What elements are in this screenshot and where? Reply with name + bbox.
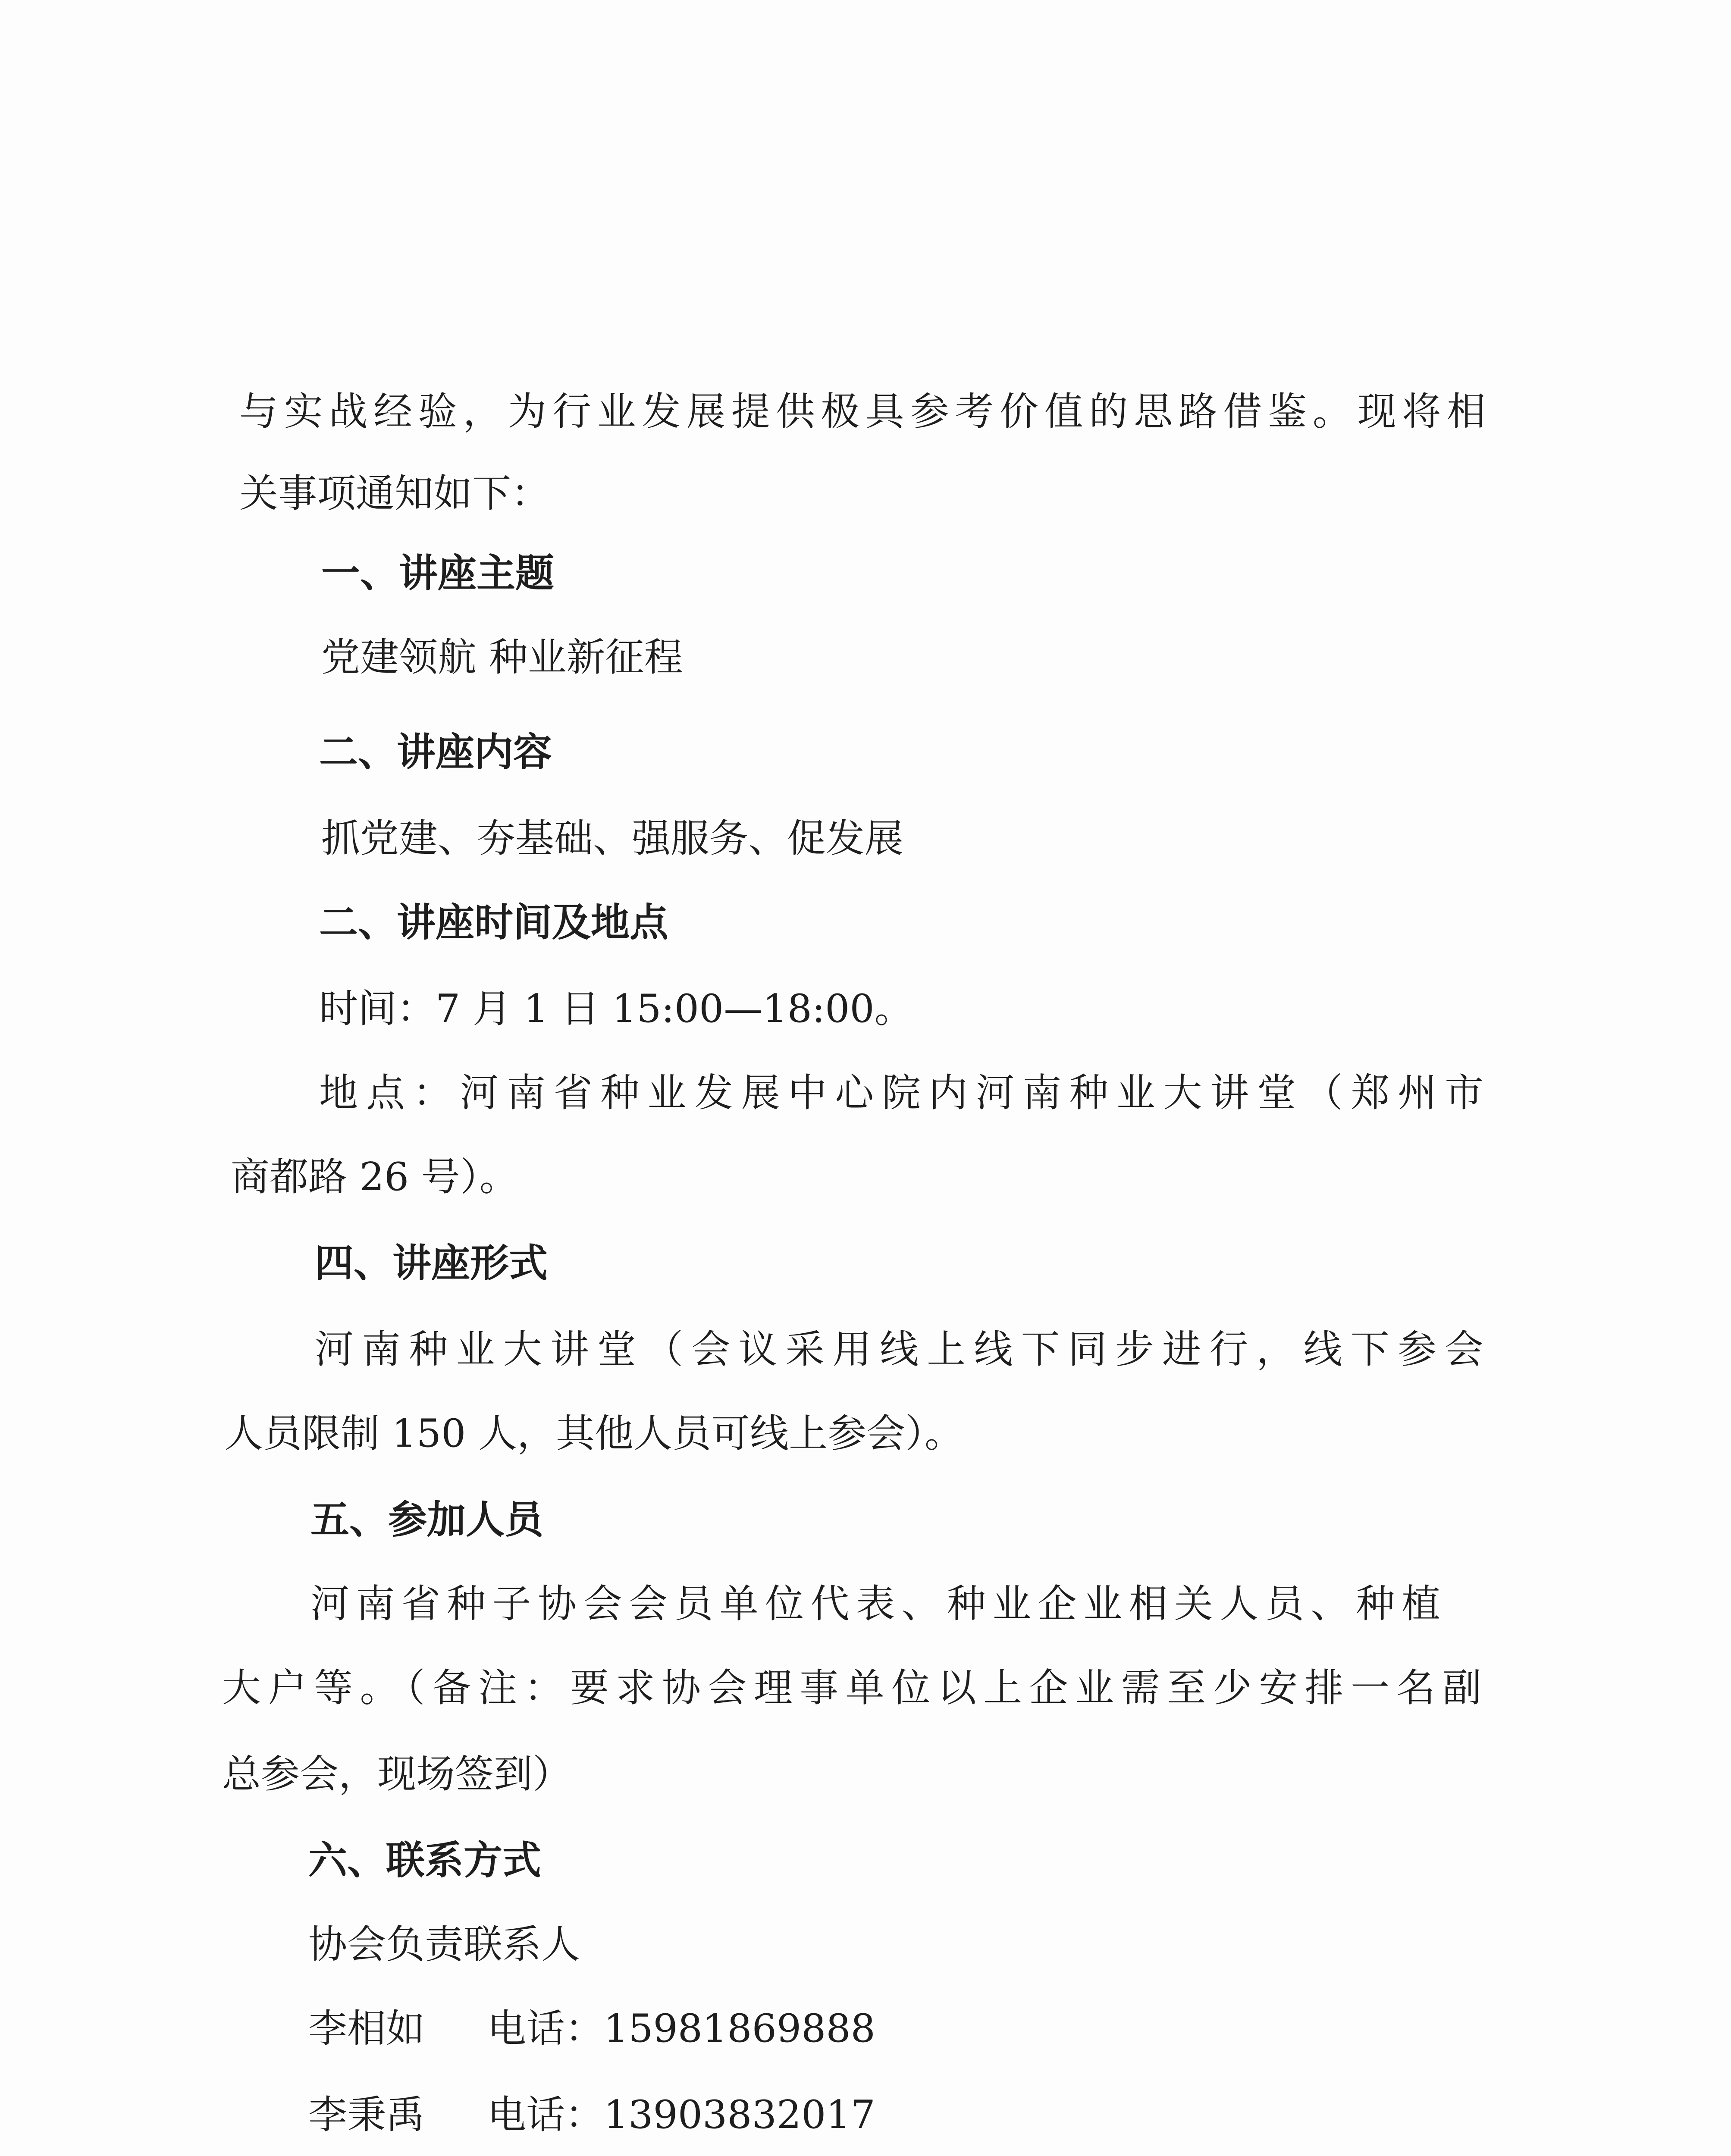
contact-title: 协会负责联系人 <box>308 1922 580 1967</box>
section-1-heading: 一、讲座主题 <box>321 551 554 596</box>
contact-1-name: 李相如 <box>308 2006 425 2051</box>
section-4-body-line-2: 人员限制 150 人，其他人员可线上参会）。 <box>224 1411 963 1456</box>
section-1-body: 党建领航 种业新征程 <box>321 635 683 680</box>
section-3-location-line-1: 地点：河南省种业发展中心院内河南种业大讲堂（郑州市 <box>319 1070 1483 1116</box>
intro-line-2: 关事项通知如下： <box>239 471 550 516</box>
section-5-body-line-3: 总参会，现场签到） <box>222 1752 571 1797</box>
section-6-heading: 六、联系方式 <box>308 1838 541 1883</box>
section-5-heading: 五、参加人员 <box>310 1497 543 1542</box>
contact-1-phone: 电话：15981869888 <box>487 2006 875 2051</box>
section-3-heading: 二、讲座时间及地点 <box>319 900 668 945</box>
intro-line-1: 与实战经验，为行业发展提供极具参考价值的思路借鉴。现将相 <box>239 389 1486 434</box>
section-4-heading: 四、讲座形式 <box>315 1241 548 1286</box>
contact-2-phone: 电话：13903832017 <box>487 2092 875 2137</box>
section-3-location-line-2: 商都路 26 号）。 <box>231 1154 518 1200</box>
section-5-body-line-1: 河南省种子协会会员单位代表、种业企业相关人员、种植 <box>310 1581 1440 1626</box>
contact-2-name: 李秉禹 <box>308 2092 425 2137</box>
section-3-time: 时间：7 月 1 日 15:00—18:00。 <box>319 986 913 1031</box>
section-2-heading: 二、讲座内容 <box>319 730 552 775</box>
section-5-body-line-2: 大户等。（备注：要求协会理事单位以上企业需至少安排一名副 <box>222 1665 1481 1711</box>
section-4-body-line-1: 河南种业大讲堂（会议采用线上线下同步进行，线下参会 <box>315 1327 1483 1372</box>
section-2-body: 抓党建、夯基础、强服务、促发展 <box>321 816 903 861</box>
